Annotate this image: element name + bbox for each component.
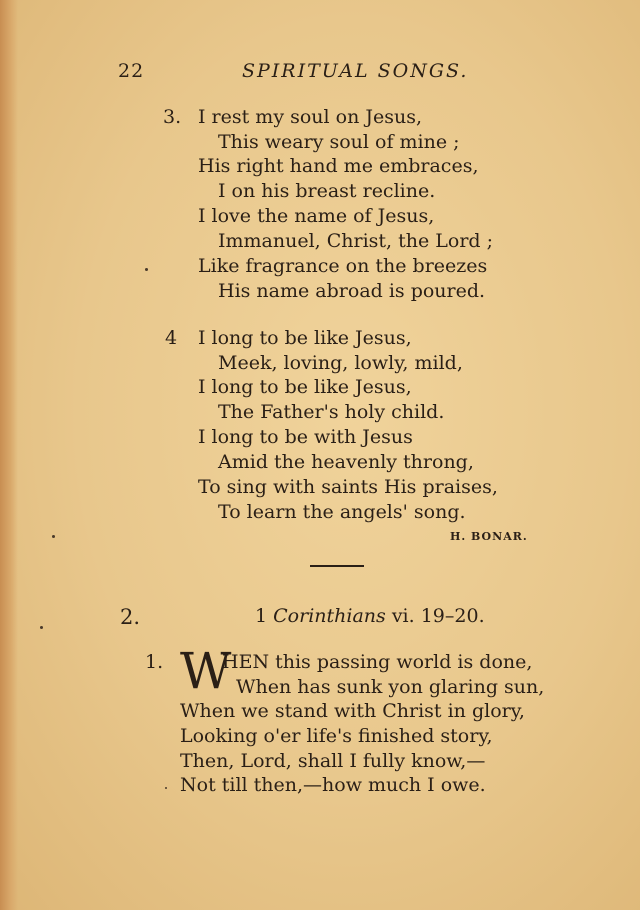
stanza-number: 4 — [165, 327, 178, 349]
verse-line: This weary soul of mine ; — [218, 131, 460, 153]
verse-line: I love the name of Jesus, — [198, 205, 435, 227]
paper-speck — [40, 626, 43, 629]
verse-line: To sing with saints His praises, — [198, 476, 498, 498]
scripture-reference — [255, 605, 485, 627]
section-divider — [310, 565, 364, 567]
verse-line: I long to be like Jesus, — [198, 376, 412, 398]
verse-line: I rest my soul on Jesus, — [198, 106, 422, 128]
stanza-number: 3. — [163, 106, 182, 128]
verse-line: Then, Lord, shall I fully know,— — [180, 750, 486, 772]
verse-line: I long to be like Jesus, — [198, 327, 412, 349]
hymn-number: 2. — [120, 605, 141, 629]
verse-line: Like fragrance on the breezes — [198, 255, 488, 277]
paper-speck — [165, 787, 167, 789]
verse-line: When has sunk yon glaring sun, — [236, 676, 545, 698]
page-left-edge — [0, 0, 18, 910]
paper-speck — [52, 535, 55, 538]
drop-cap: W — [180, 642, 232, 700]
page-number: 22 — [118, 60, 145, 82]
author-attribution: H. BONAR. — [450, 530, 528, 543]
running-title: SPIRITUAL SONGS. — [242, 60, 469, 82]
verse-line: When we stand with Christ in glory, — [180, 700, 525, 722]
scripture-book: Corinthians — [273, 605, 386, 627]
verse-line: His right hand me embraces, — [198, 155, 479, 177]
verse-line: HEN this passing world is done, — [222, 651, 533, 673]
verse-line: Not till then,—how much I owe. — [180, 774, 486, 796]
verse-line: Immanuel, Christ, the Lord ; — [218, 230, 494, 252]
verse-line: I long to be with Jesus — [198, 426, 413, 448]
verse-line: Meek, loving, lowly, mild, — [218, 352, 463, 374]
paper-speck — [145, 268, 148, 271]
stanza-number: 1. — [145, 651, 164, 673]
scripture-chapter-verse: vi. 19–20. — [385, 605, 485, 627]
verse-line: Amid the heavenly throng, — [218, 451, 474, 473]
verse-line: Looking o'er life's finished story, — [180, 725, 493, 747]
page-header — [0, 60, 640, 90]
verse-line: His name abroad is poured. — [218, 280, 486, 302]
scripture-prefix: 1 — [255, 605, 274, 627]
verse-line: The Father's holy child. — [218, 401, 445, 423]
verse-line: To learn the angels' song. — [218, 501, 466, 523]
verse-line: I on his breast recline. — [218, 180, 436, 202]
